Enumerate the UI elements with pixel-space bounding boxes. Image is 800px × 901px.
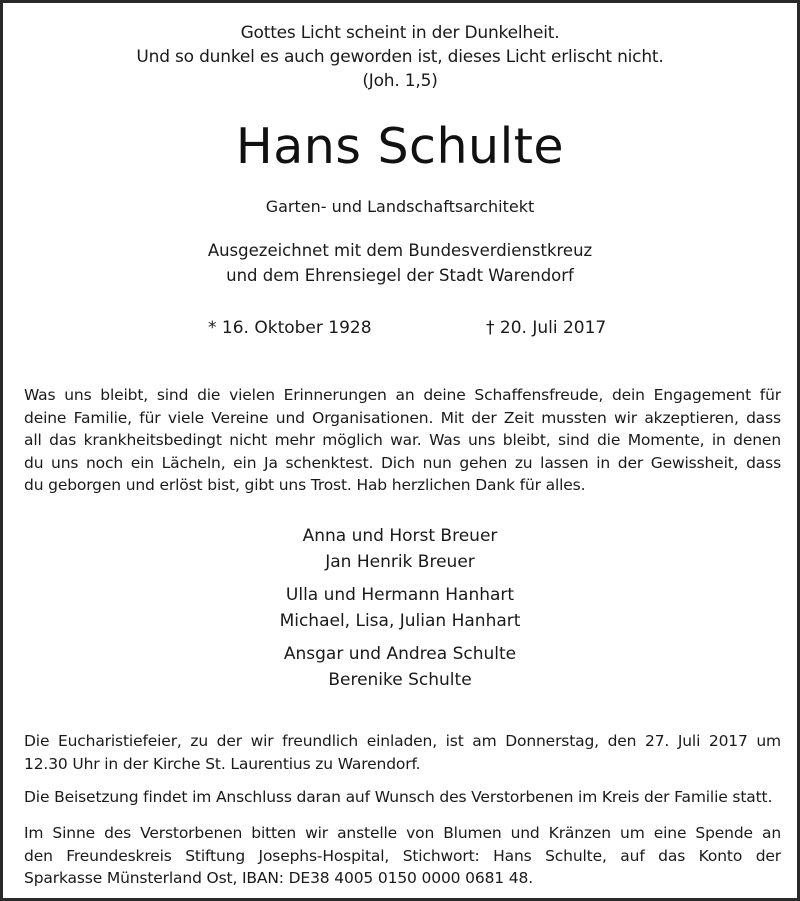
service-line: 12.30 Uhr in der Kirche St. Laurentius zu Warendorf. xyxy=(24,754,421,773)
honor-line-1: Ausgezeichnet mit dem Bundesverdienstkreuz xyxy=(207,241,593,260)
donation-line: Im Sinne des Verstorbenen bitten wir anstelle von Blumen und Kränzen um eine Spende an xyxy=(24,824,781,842)
mourner-line: Anna und Horst Breuer xyxy=(302,526,498,546)
honor-line-2: und dem Ehrensiegel der Stadt Warendorf xyxy=(226,266,574,285)
deceased-name: Hans Schulte xyxy=(235,118,565,175)
memory-paragraph xyxy=(24,384,781,497)
mourner-group xyxy=(3,641,797,693)
burial-line: Die Beisetzung findet im Anschluss daran auf Wunsch des Verstorbenen im Kreis der Familie statt. xyxy=(24,788,773,806)
mourner-line: Ulla und Hermann Hanhart xyxy=(285,585,515,605)
mourner-group xyxy=(3,582,797,634)
memory-line: du geborgen und erlöst bist, gibt uns Trost. Hab herzlichen Dank für alles. xyxy=(24,476,586,494)
mourner-line: Berenike Schulte xyxy=(328,670,472,690)
memory-line: du uns noch ein Lächeln, ein Ja schenktest. Dich nun gehen zu lassen in der Gewissheit, dass xyxy=(24,453,781,472)
mourner-line: Jan Henrik Breuer xyxy=(325,552,475,572)
verse-line-1: Gottes Licht scheint in der Dunkelheit. xyxy=(240,23,560,43)
memory-line: Was uns bleibt, sind die vielen Erinnerungen an deine Schaffensfreude, dein Engagement für xyxy=(24,386,781,404)
deceased-profession: Garten- und Landschaftsarchitekt xyxy=(265,197,535,216)
mourner-group xyxy=(3,523,797,575)
verse-reference: (Joh. 1,5) xyxy=(362,71,438,91)
donation-paragraph xyxy=(24,822,781,890)
donation-line: den Freundeskreis Stiftung Josephs-Hospital, Stichwort: Hans Schulte, auf das Konto der xyxy=(24,846,781,865)
mourner-line: Michael, Lisa, Julian Hanhart xyxy=(279,611,521,631)
verse-line-2: Und so dunkel es auch geworden ist, dieses Licht erlischt nicht. xyxy=(136,47,664,67)
memory-line: deine Familie, für viele Vereine und Organisationen. Mit der Zeit mussten wir akzeptieren, dass xyxy=(24,408,781,427)
service-paragraph xyxy=(24,730,781,775)
bible-verse xyxy=(3,21,797,93)
mourner-line: Ansgar und Andrea Schulte xyxy=(283,644,517,664)
service-line: Die Eucharistiefeier, zu der wir freundlich einladen, ist am Donnerstag, den 27. Juli 2017 um xyxy=(24,732,781,750)
donation-line: Sparkasse Münsterland Ost, IBAN: DE38 4005 0150 0000 0681 48. xyxy=(24,869,533,887)
death-date: † 20. Juli 2017 xyxy=(486,318,607,338)
deceased-honors xyxy=(3,238,797,288)
life-dates xyxy=(3,315,797,341)
memory-line: all das krankheitsbedingt nicht mehr möglich war. Was uns bleibt, sind die Momente, in denen xyxy=(24,431,781,449)
mourners-list xyxy=(3,523,797,700)
birth-date: * 16. Oktober 1928 xyxy=(208,318,372,338)
burial-paragraph xyxy=(24,786,781,809)
